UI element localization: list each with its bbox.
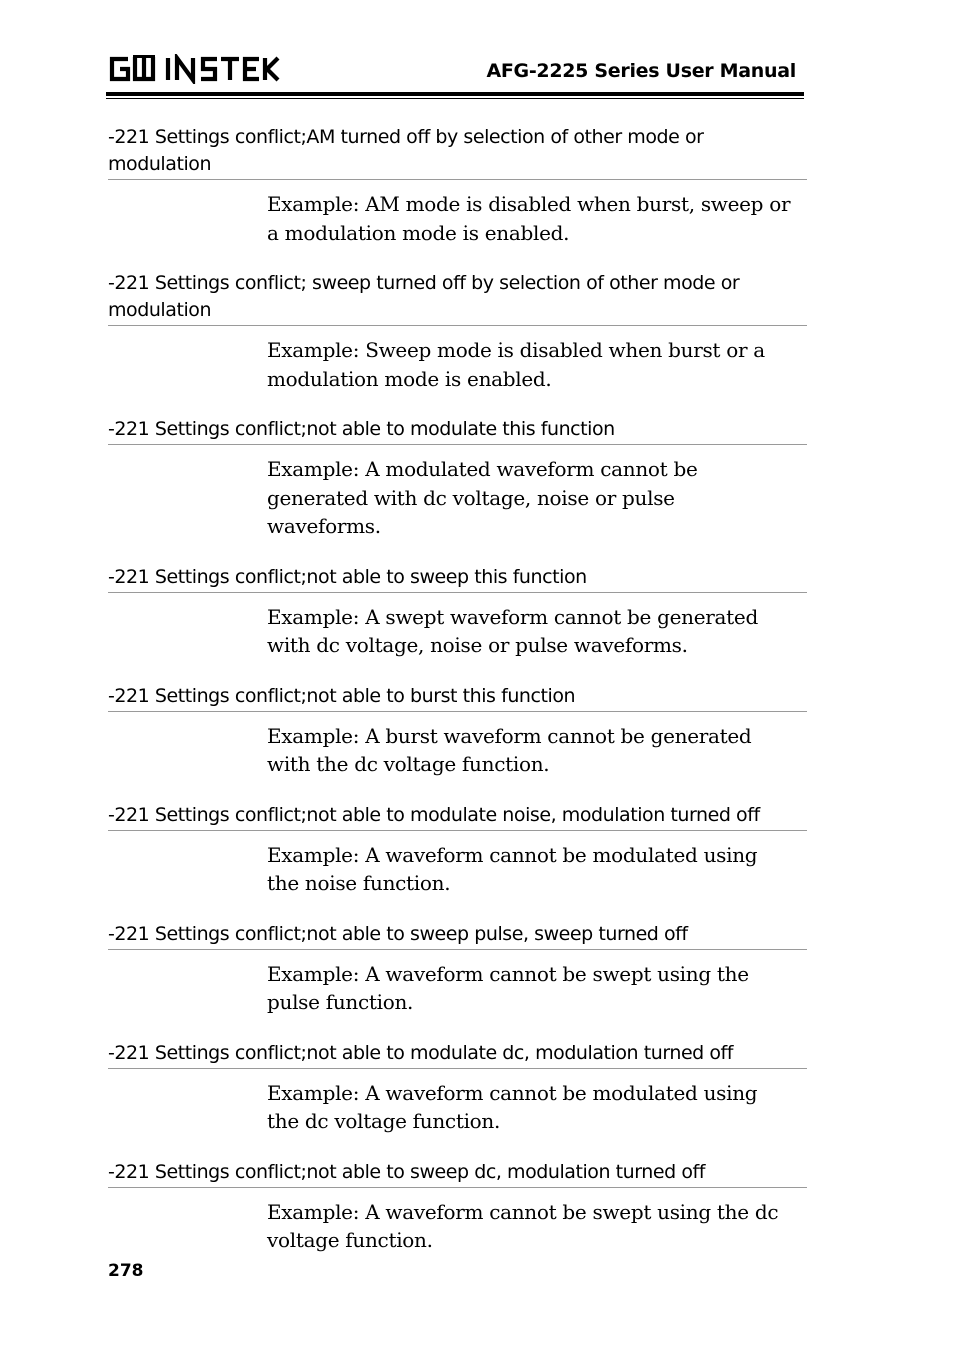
error-entry xyxy=(108,270,807,393)
error-entry xyxy=(108,124,807,247)
error-example: Example: A burst waveform cannot be generated with the dc voltage function. xyxy=(267,723,752,776)
error-example: Example: AM mode is disabled when burst, sweep or a modulation mode is enabled. xyxy=(267,192,791,245)
error-heading: -221 Settings conflict;not able to modulate dc, modulation turned off xyxy=(108,1040,807,1069)
error-entry xyxy=(108,921,807,1017)
gw-instek-logo xyxy=(108,54,280,84)
error-example: Example: A waveform cannot be swept using the dc voltage function. xyxy=(267,1199,779,1252)
error-example: Example: A waveform cannot be modulated using the noise function. xyxy=(267,842,758,895)
error-entry xyxy=(108,1040,807,1136)
error-example: Example: Sweep mode is disabled when burst or a modulation mode is enabled. xyxy=(267,338,765,391)
error-heading: -221 Settings conflict;not able to modulate noise, modulation turned off xyxy=(108,802,807,831)
error-example: Example: A modulated waveform cannot be generated with dc voltage, noise or pulse waveforms. xyxy=(267,457,698,538)
error-entry xyxy=(108,802,807,898)
header-rule-thick xyxy=(106,92,804,96)
error-list xyxy=(108,124,807,1255)
error-heading: -221 Settings conflict;not able to modulate this function xyxy=(108,416,807,445)
error-heading: -221 Settings conflict; sweep turned off by selection of other mode or modulation xyxy=(108,270,807,326)
error-entry xyxy=(108,416,807,541)
error-entry xyxy=(108,564,807,660)
error-heading: -221 Settings conflict;not able to burst this function xyxy=(108,683,807,712)
error-heading: -221 Settings conflict;AM turned off by selection of other mode or modulation xyxy=(108,124,807,180)
error-heading: -221 Settings conflict;not able to sweep dc, modulation turned off xyxy=(108,1159,807,1188)
error-example: Example: A swept waveform cannot be generated with dc voltage, noise or pulse waveforms. xyxy=(267,604,758,657)
error-heading: -221 Settings conflict;not able to sweep this function xyxy=(108,564,807,593)
error-entry xyxy=(108,1159,807,1255)
error-example: Example: A waveform cannot be modulated using the dc voltage function. xyxy=(267,1080,758,1133)
header-rule-thin xyxy=(106,98,804,99)
error-heading: -221 Settings conflict;not able to sweep pulse, sweep turned off xyxy=(108,921,807,950)
page-number: 278 xyxy=(108,1261,144,1281)
error-example: Example: A waveform cannot be swept using the pulse function. xyxy=(267,961,749,1014)
error-entry xyxy=(108,683,807,779)
document-title: AFG-2225 Series User Manual xyxy=(486,60,796,82)
